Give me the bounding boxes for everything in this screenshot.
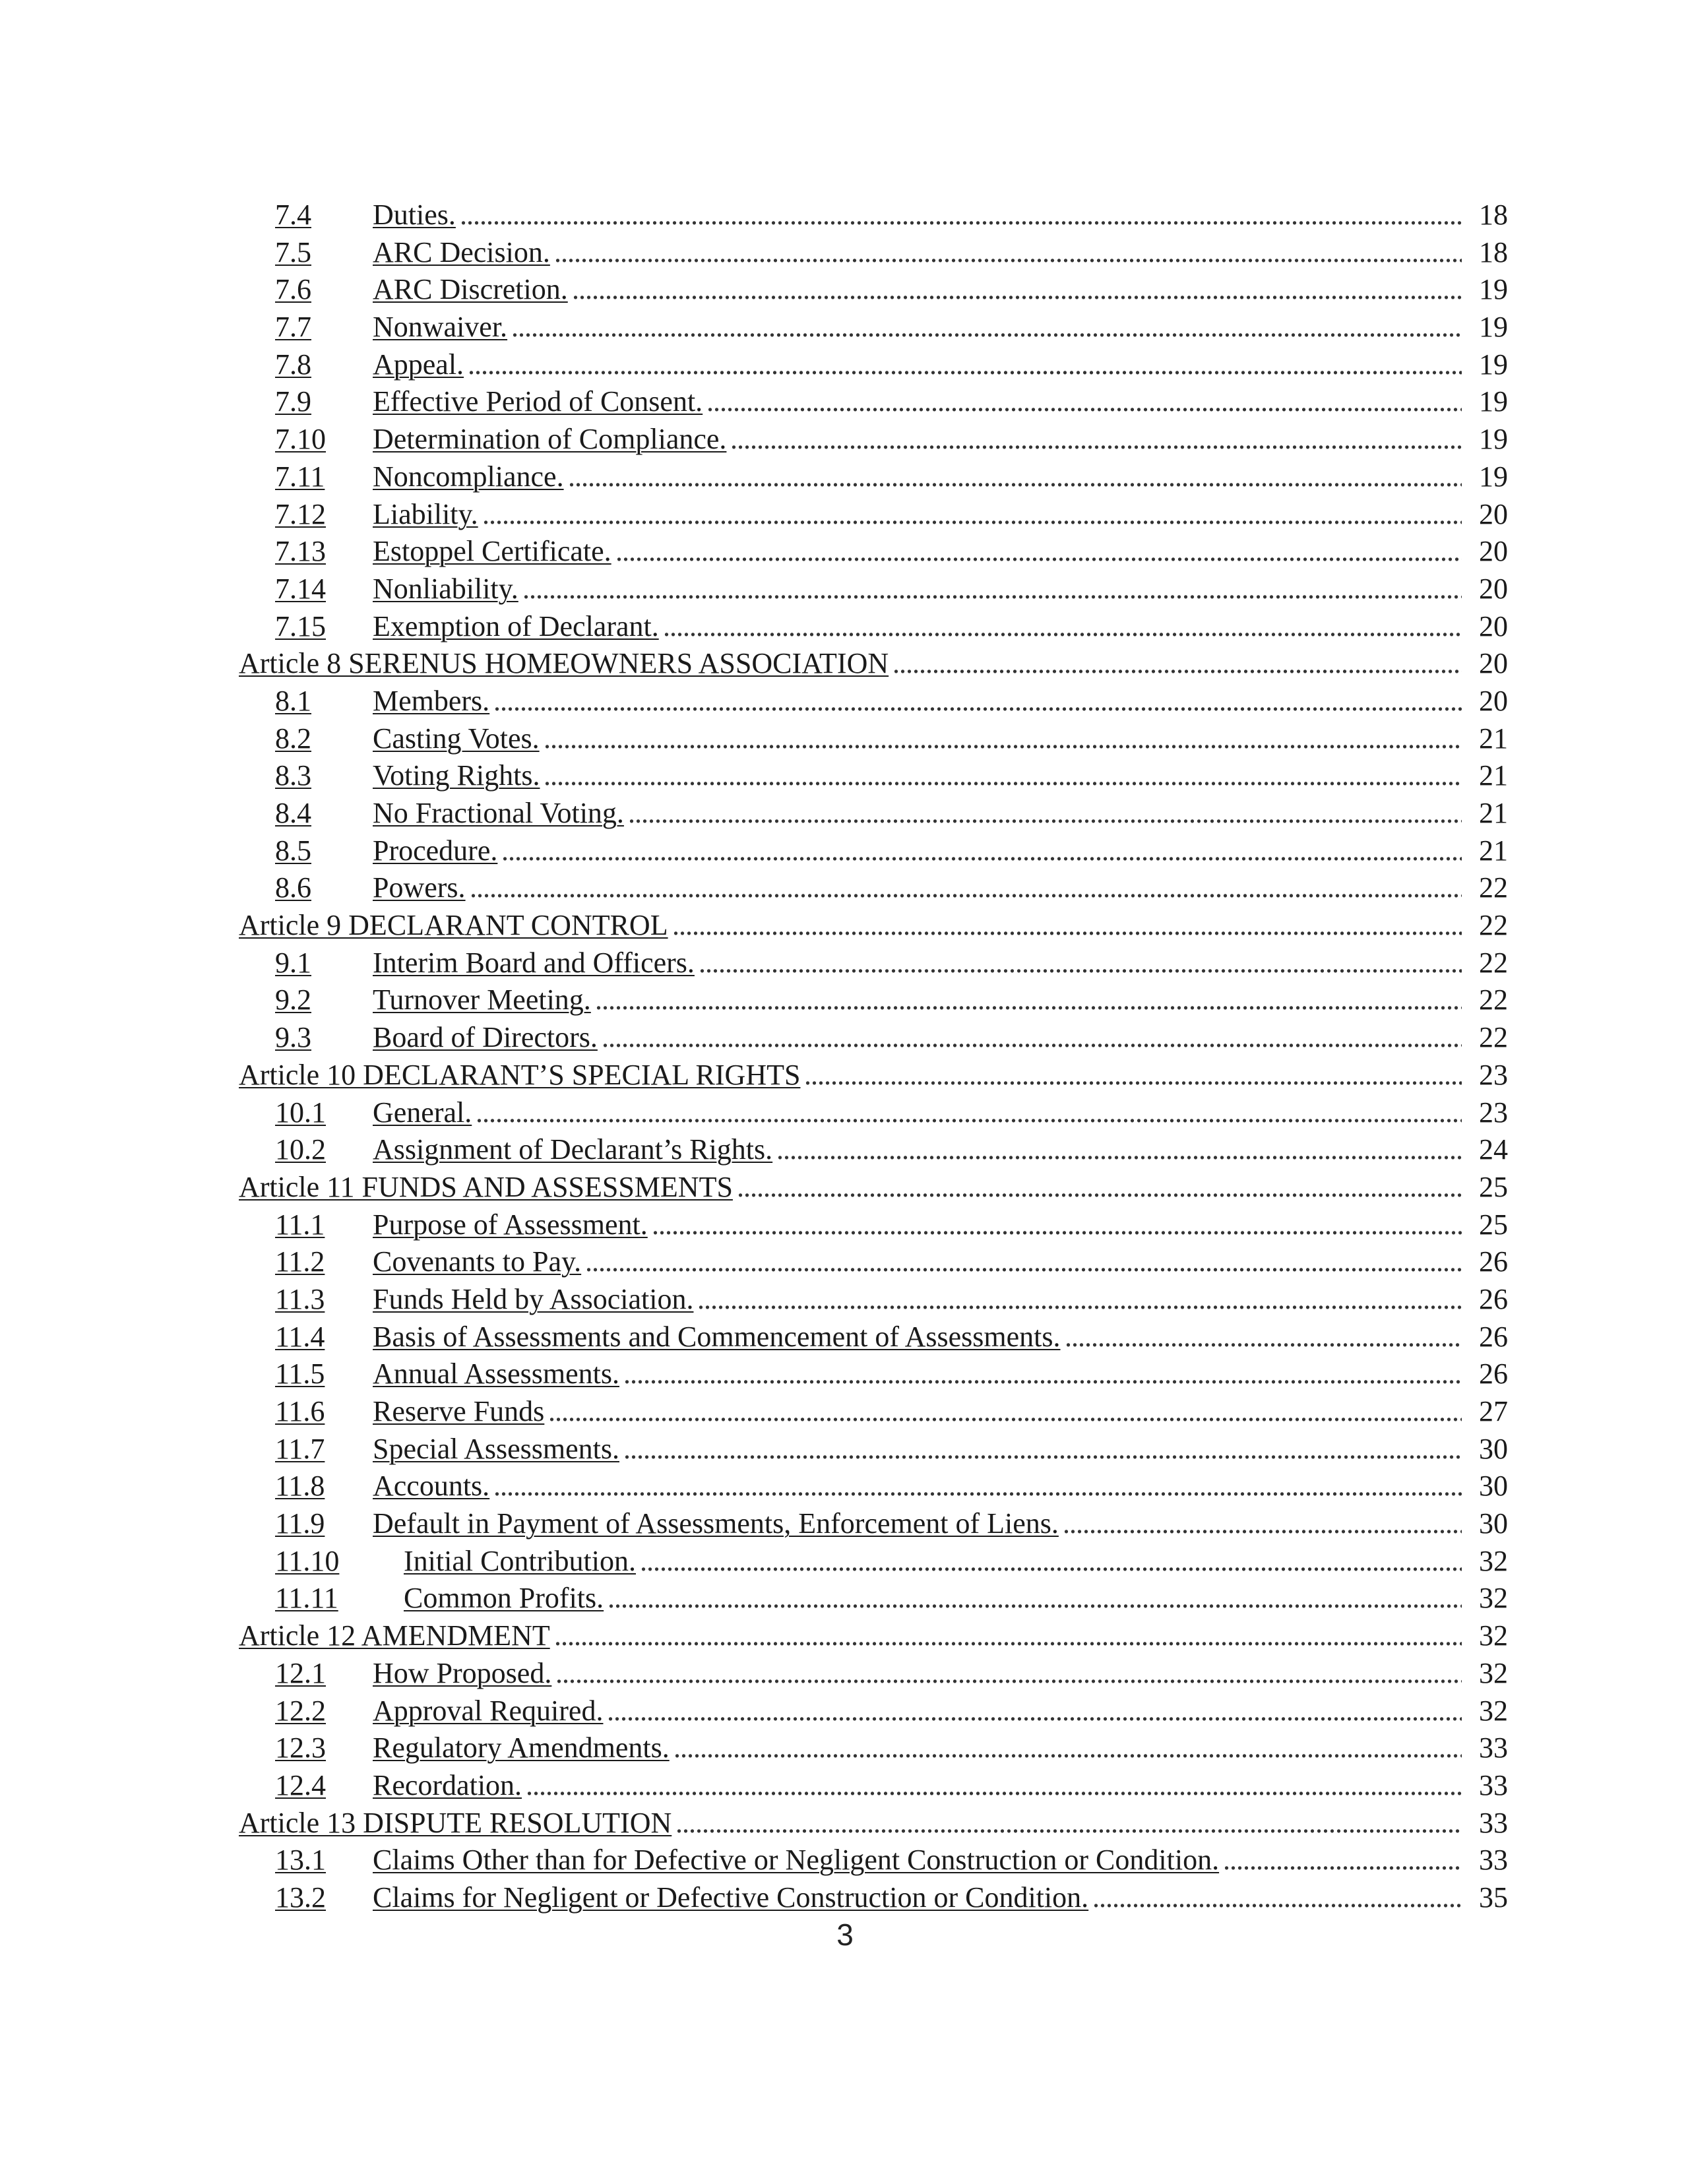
toc-entry-title-link[interactable]: Estoppel Certificate. [373,535,611,568]
toc-page-number: 33 [1479,1768,1508,1801]
toc-dot-leader [554,1617,1462,1655]
toc-entry-number[interactable]: 7.6 [275,273,311,306]
toc-entry-title-link[interactable]: Appeal. [373,348,464,381]
toc-section-row [239,1468,1508,1505]
toc-section-row [239,757,1508,795]
toc-dot-leader [776,1131,1462,1169]
toc-page-number: 32 [1479,1694,1508,1727]
toc-dot-leader [892,645,1462,683]
toc-dot-leader [675,1805,1462,1842]
toc-section-row [239,1094,1508,1132]
toc-dot-leader [652,1206,1462,1244]
toc-entry-number[interactable]: 8.1 [275,684,311,717]
toc-dot-leader [585,1243,1462,1281]
toc-section-row [239,1580,1508,1617]
toc-article-title-link[interactable]: Article 13 DISPUTE RESOLUTION [239,1806,672,1839]
toc-entry-title-link[interactable]: Determination of Compliance. [373,423,727,456]
toc-page-number: 26 [1479,1245,1508,1278]
toc-section-row [239,1019,1508,1057]
toc-entry-title-link[interactable]: Noncompliance. [373,460,564,493]
toc-page-number: 19 [1479,348,1508,381]
toc-section-row [239,1131,1508,1169]
toc-entry-title-link[interactable]: Special Assessments. [373,1432,619,1465]
toc-page-number: 19 [1479,311,1508,344]
toc-dot-leader [476,1094,1462,1132]
toc-article-row [239,1057,1508,1094]
toc-dot-leader [672,907,1462,945]
toc-section-row [239,795,1508,832]
toc-entry-title-link[interactable]: Reserve Funds [373,1395,545,1427]
toc-page-number: 22 [1479,983,1508,1016]
toc-dot-leader [460,197,1462,234]
toc-section-row [239,533,1508,571]
toc-dot-leader [595,982,1462,1019]
toc-page-number: 21 [1479,722,1508,755]
toc-entry-title-link[interactable]: Initial Contribution. [404,1544,636,1577]
toc-article-title-link[interactable]: Article 10 DECLARANT’S SPECIAL RIGHTS [239,1058,801,1091]
toc-dot-leader [548,1393,1462,1431]
toc-entry-number[interactable]: 7.7 [275,311,311,344]
toc-entry-title-link[interactable]: General. [373,1096,472,1129]
toc-page-number: 20 [1479,535,1508,568]
table-of-contents [239,197,1508,1917]
toc-section-row [239,1543,1508,1580]
toc-page-number: 26 [1479,1282,1508,1315]
toc-entry-number[interactable]: 7.11 [275,460,325,493]
toc-entry-title-link[interactable]: Recordation. [373,1768,522,1801]
toc-section-row [239,346,1508,384]
toc-section-row [239,1842,1508,1879]
toc-dot-leader [572,271,1462,309]
toc-entry-title-link[interactable]: Procedure. [373,834,498,867]
toc-page-number: 19 [1479,273,1508,306]
toc-entry-title-link[interactable]: ARC Discretion. [373,273,568,306]
toc-page-number: 23 [1479,1058,1508,1091]
toc-section-row [239,1730,1508,1767]
toc-page-number: 25 [1479,1208,1508,1241]
toc-page-number: 22 [1479,1021,1508,1054]
toc-section-row [239,1431,1508,1468]
toc-dot-leader [1063,1505,1462,1543]
toc-dot-leader [1223,1842,1462,1879]
toc-entry-number[interactable]: 7.8 [275,348,311,381]
toc-entry-number[interactable]: 13.1 [275,1844,326,1877]
toc-entry-number[interactable]: 7.13 [275,535,326,568]
toc-page-number: 21 [1479,834,1508,867]
toc-article-row [239,1805,1508,1842]
toc-section-row [239,1356,1508,1393]
toc-page-number: 30 [1479,1507,1508,1540]
page-number: 3 [836,1918,854,1952]
toc-article-row [239,645,1508,683]
toc-page-number: 22 [1479,946,1508,979]
toc-dot-leader [615,533,1462,571]
toc-dot-leader [706,383,1462,421]
toc-page-number: 23 [1479,1096,1508,1129]
toc-page-number: 21 [1479,797,1508,829]
toc-page-number: 20 [1479,497,1508,530]
toc-entry-number[interactable]: 11.2 [275,1245,325,1278]
toc-entry-number[interactable]: 9.1 [275,946,311,979]
toc-section-row [239,1693,1508,1730]
toc-dot-leader [623,1356,1462,1393]
toc-dot-leader [640,1543,1462,1580]
toc-article-title-link[interactable]: Article 9 DECLARANT CONTROL [239,909,668,942]
toc-section-row [239,1319,1508,1356]
toc-entry-title-link[interactable]: Basis of Assessments and Commencement of Assessments. [373,1320,1061,1353]
toc-section-row [239,1505,1508,1543]
toc-dot-leader [804,1057,1462,1094]
toc-page-number: 33 [1479,1732,1508,1764]
toc-dot-leader [737,1169,1462,1206]
toc-entry-title-link[interactable]: Regulatory Amendments. [373,1732,670,1764]
toc-entry-number[interactable]: 7.9 [275,385,311,418]
toc-page-number: 24 [1479,1133,1508,1166]
toc-entry-title-link[interactable]: Duties. [373,199,456,231]
toc-section-row [239,458,1508,496]
toc-page-number: 32 [1479,1582,1508,1615]
toc-entry-number[interactable]: 13.2 [275,1881,326,1914]
toc-dot-leader [493,683,1462,720]
toc-page-number: 26 [1479,1320,1508,1353]
toc-dot-leader [663,608,1462,646]
toc-page-number: 22 [1479,871,1508,904]
toc-dot-leader [522,571,1462,608]
toc-page-number: 20 [1479,647,1508,680]
toc-entry-number[interactable]: 11.9 [275,1507,325,1540]
toc-page-number: 32 [1479,1656,1508,1689]
toc-entry-number[interactable]: 11.10 [275,1544,340,1577]
toc-entry-number[interactable]: 12.2 [275,1694,326,1727]
toc-entry-number[interactable]: 8.2 [275,722,311,755]
toc-section-row [239,234,1508,272]
toc-article-title-link[interactable]: Article 8 SERENUS HOMEOWNERS ASSOCIATION [239,647,889,680]
toc-dot-leader [493,1468,1462,1505]
toc-entry-number[interactable]: 10.1 [275,1096,326,1129]
toc-entry-title-link[interactable]: Claims for Negligent or Defective Construction or Condition. [373,1881,1089,1914]
toc-entry-number[interactable]: 10.2 [275,1133,326,1166]
toc-page-number: 21 [1479,759,1508,792]
toc-section-row [239,421,1508,458]
toc-entry-title-link[interactable]: Covenants to Pay. [373,1245,582,1278]
toc-entry-title-link[interactable]: Casting Votes. [373,722,540,755]
toc-entry-title-link[interactable]: Purpose of Assessment. [373,1208,648,1241]
toc-section-row [239,571,1508,608]
toc-dot-leader [568,458,1462,496]
toc-page-number: 19 [1479,385,1508,418]
toc-entry-number[interactable]: 11.8 [275,1470,325,1503]
toc-entry-number[interactable]: 12.1 [275,1656,326,1689]
toc-section-row [239,309,1508,346]
toc-section-row [239,1879,1508,1917]
toc-entry-title-link[interactable]: Nonliability. [373,572,518,605]
toc-entry-title-link[interactable]: Default in Payment of Assessments, Enforcement of Liens. [373,1507,1059,1540]
toc-entry-number[interactable]: 7.12 [275,497,326,530]
toc-page-number: 33 [1479,1844,1508,1877]
toc-dot-leader [730,421,1462,458]
toc-article-row [239,1169,1508,1206]
toc-page-number: 33 [1479,1806,1508,1839]
toc-page-number: 19 [1479,423,1508,456]
toc-dot-leader [470,869,1462,907]
toc-entry-number[interactable]: 7.15 [275,609,326,642]
toc-entry-title-link[interactable]: Voting Rights. [373,759,540,792]
toc-section-row [239,869,1508,907]
toc-entry-number[interactable]: 9.3 [275,1021,311,1054]
toc-article-title-link[interactable]: Article 11 FUNDS AND ASSESSMENTS [239,1170,733,1203]
toc-entry-title-link[interactable]: Funds Held by Association. [373,1282,694,1315]
toc-entry-title-link[interactable]: Approval Required. [373,1694,604,1727]
toc-page-number: 22 [1479,909,1508,942]
toc-entry-number[interactable]: 11.4 [275,1320,325,1353]
toc-dot-leader [544,757,1462,795]
toc-entry-number[interactable]: 7.10 [275,423,326,456]
toc-entry-title-link[interactable]: Turnover Meeting. [373,983,591,1016]
toc-entry-number[interactable]: 8.5 [275,834,311,867]
toc-dot-leader [526,1767,1462,1805]
toc-dot-leader [511,309,1462,346]
toc-section-row [239,832,1508,870]
toc-entry-number[interactable]: 11.7 [275,1432,325,1465]
toc-dot-leader [501,832,1462,870]
toc-page-number: 25 [1479,1170,1508,1203]
toc-page-number: 20 [1479,684,1508,717]
toc-page-number: 32 [1479,1619,1508,1652]
toc-section-row [239,1206,1508,1244]
toc-section-row [239,945,1508,982]
toc-entry-number[interactable]: 8.6 [275,871,311,904]
toc-entry-title-link[interactable]: Common Profits. [404,1582,604,1615]
toc-section-row [239,1281,1508,1319]
toc-entry-number[interactable]: 7.4 [275,199,311,231]
toc-entry-title-link[interactable]: Effective Period of Consent. [373,385,703,418]
toc-dot-leader [628,795,1462,832]
toc-entry-title-link[interactable]: Accounts. [373,1470,490,1503]
toc-entry-number[interactable]: 8.3 [275,759,311,792]
toc-page-number: 35 [1479,1881,1508,1914]
toc-dot-leader [607,1693,1462,1730]
toc-section-row [239,1243,1508,1281]
toc-dot-leader [1092,1879,1462,1917]
toc-section-row [239,383,1508,421]
toc-section-row [239,1767,1508,1805]
toc-entry-number[interactable]: 9.2 [275,983,311,1016]
toc-entry-title-link[interactable]: How Proposed. [373,1656,552,1689]
toc-page-number: 18 [1479,199,1508,231]
toc-dot-leader [608,1580,1462,1617]
toc-entry-number[interactable]: 11.11 [275,1582,338,1615]
toc-entry-title-link[interactable]: Interim Board and Officers. [373,946,695,979]
toc-entry-number[interactable]: 11.5 [275,1357,325,1390]
toc-article-row [239,1617,1508,1655]
toc-section-row [239,197,1508,234]
toc-page-number: 30 [1479,1432,1508,1465]
toc-section-row [239,271,1508,309]
toc-entry-title-link[interactable]: Claims Other than for Defective or Negligent Construction or Condition. [373,1844,1220,1877]
toc-dot-leader [555,1655,1462,1693]
toc-section-row [239,1655,1508,1693]
toc-entry-title-link[interactable]: Liability. [373,497,478,530]
toc-entry-title-link[interactable]: Members. [373,684,490,717]
toc-dot-leader [623,1431,1462,1468]
toc-section-row [239,1393,1508,1431]
toc-entry-number[interactable]: 12.3 [275,1732,326,1764]
toc-section-row [239,720,1508,758]
toc-section-row [239,608,1508,646]
toc-section-row [239,982,1508,1019]
toc-section-row [239,496,1508,534]
toc-entry-number[interactable]: 7.14 [275,572,326,605]
toc-dot-leader [602,1019,1462,1057]
toc-entry-number[interactable]: 11.1 [275,1208,325,1241]
toc-dot-leader [544,720,1462,758]
toc-dot-leader [554,234,1462,272]
toc-dot-leader [699,945,1462,982]
toc-entry-number[interactable]: 11.6 [275,1395,325,1427]
toc-section-row [239,683,1508,720]
toc-entry-title-link[interactable]: ARC Decision. [373,235,550,268]
toc-page-number: 18 [1479,235,1508,268]
toc-page-number: 20 [1479,572,1508,605]
toc-page-number: 19 [1479,460,1508,493]
toc-dot-leader [1065,1319,1462,1356]
toc-article-row [239,907,1508,945]
toc-entry-title-link[interactable]: Assignment of Declarant’s Rights. [373,1133,773,1166]
toc-entry-title-link[interactable]: Powers. [373,871,466,904]
toc-entry-title-link[interactable]: Exemption of Declarant. [373,609,659,642]
toc-page-number: 27 [1479,1395,1508,1427]
toc-entry-number[interactable]: 11.3 [275,1282,325,1315]
toc-entry-number[interactable]: 8.4 [275,797,311,829]
toc-dot-leader [468,346,1462,384]
toc-entry-title-link[interactable]: Nonwaiver. [373,311,508,344]
toc-page-number: 30 [1479,1470,1508,1503]
toc-entry-title-link[interactable]: Board of Directors. [373,1021,598,1054]
toc-page-number: 32 [1479,1544,1508,1577]
toc-entry-number[interactable]: 12.4 [275,1768,326,1801]
toc-dot-leader [673,1730,1462,1767]
toc-page-number: 20 [1479,609,1508,642]
toc-entry-title-link[interactable]: Annual Assessments. [373,1357,619,1390]
toc-article-title-link[interactable]: Article 12 AMENDMENT [239,1619,550,1652]
toc-dot-leader [697,1281,1462,1319]
toc-entry-number[interactable]: 7.5 [275,235,311,268]
toc-page-number: 26 [1479,1357,1508,1390]
toc-entry-title-link[interactable]: No Fractional Voting. [373,797,624,829]
toc-dot-leader [482,496,1462,534]
